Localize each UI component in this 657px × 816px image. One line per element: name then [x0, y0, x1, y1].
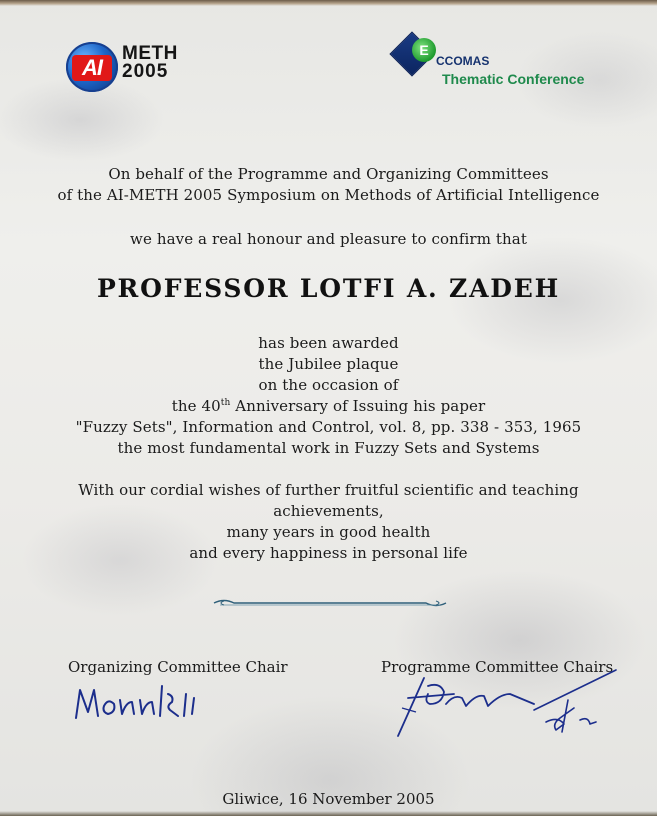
wish-line-2: achievements,: [273, 502, 384, 520]
aimeth-logo-meth: METH: [122, 43, 178, 64]
award-line-1: has been awarded: [258, 334, 399, 352]
paper-edge-top: [0, 0, 657, 6]
eccomas-subtitle: Thematic Conference: [442, 71, 585, 87]
aimeth-logo-year: 2005: [122, 61, 169, 82]
paper-reference: "Fuzzy Sets", Information and Control, vol. 8, pp. 338 - 353, 1965: [75, 418, 582, 436]
programme-chairs-label: Programme Committee Chairs: [381, 658, 614, 676]
eccomas-logo-e: E: [412, 38, 436, 62]
intro-line-2: of the AI-METH 2005 Symposium on Methods of Artificial Intelligence: [57, 186, 600, 204]
award-line-3: on the occasion of: [258, 376, 399, 394]
paper-note: the most fundamental work in Fuzzy Sets and Systems: [117, 439, 540, 457]
eccomas-logo: [390, 34, 600, 94]
intro-line-1: On behalf of the Programme and Organizing Committees: [108, 165, 549, 183]
anniversary-post: Anniversary of Issuing his paper: [230, 397, 486, 415]
anniversary-sup: th: [220, 398, 231, 408]
wish-line-4: and every happiness in personal life: [189, 544, 468, 562]
confirm-line: we have a real honour and pleasure to confirm that: [130, 230, 527, 248]
aimeth-logo: [66, 38, 206, 94]
ornamental-divider: [210, 596, 450, 610]
recipient-name: PROFESSOR LOTFI A. ZADEH: [96, 274, 561, 303]
organizing-chair-signature: [70, 676, 230, 726]
wish-line-3: many years in good health: [226, 523, 431, 541]
award-line-2: the Jubilee plaque: [258, 355, 399, 373]
aimeth-logo-ai: AI: [72, 55, 112, 81]
organizing-chair-label: Organizing Committee Chair: [68, 658, 288, 676]
place-date: Gliwice, 16 November 2005: [222, 790, 435, 808]
eccomas-logo-name: CCOMAS: [436, 54, 490, 68]
paper-edge-bottom: [0, 811, 657, 816]
wish-line-1: With our cordial wishes of further fruitful scientific and teaching: [78, 481, 579, 499]
programme-chairs-signature: [384, 664, 624, 744]
anniversary-pre: the 40: [171, 397, 221, 415]
anniversary-line: [0, 396, 657, 416]
